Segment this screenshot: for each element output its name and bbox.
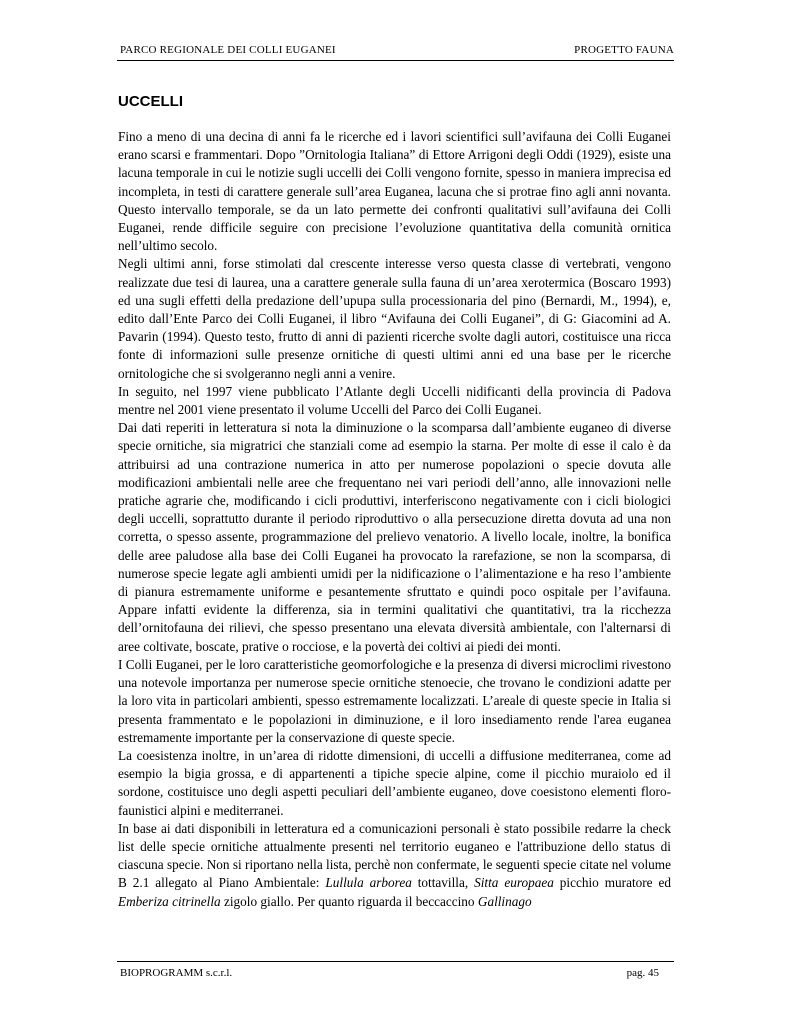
species-name: Lullula arborea: [325, 875, 412, 891]
paragraph-7-part-d: zigolo giallo. Per quanto riguarda il beccaccino: [220, 893, 478, 909]
page-number: pag. 45: [626, 967, 659, 979]
paragraph-5: I Colli Euganei, per le loro caratteristiche geomorfologiche e la presenza di diversi microclimi rivestono una notevole importanza per numerose specie ornitiche stenoecie, che trovano le condizioni adatte per la loro vita in particolari ambienti, spesso estremamente localizzati. L’areale di queste specie in Italia si presenta frammentato e le popolazioni in diminuzione, e il loro insediamento rende l'area euganea estremamente importante per la conservazione di queste specie.: [118, 656, 671, 745]
paragraph-4: Dai dati reperiti in letteratura si nota la diminuzione o la scomparsa dall’ambiente euganeo di diverse specie ornitiche, sia migratrici che stanziali come ad esempio la starna. Per molte di esse il calo è da attribuirsi ad una contrazione numerica in atto per numerose popolazioni o specie dovuta alle modificazioni ambientali nelle aree che frequentano nei vari periodi dell’anno, alle innovazioni nelle pratiche agrarie che, modificando i cicli produttivi, interferiscono negativamente con i cicli biologici degli uccelli, soprattutto durante il periodo riproduttivo o alla persecuzione diretta dovuta ad una non corretta, o spesso assente, programmazione del prelievo venatorio. A livello locale, inoltre, la bonifica delle aree paludose alla base dei Colli Euganei ha provocato la rarefazione, se non la scomparsa, di numerose specie legate agli ambienti umidi per la nidificazione o l’alimentazione e ha reso l’ambiente di pianura estremamente uniforme e pesantemente sfruttato e quindi poco ospitale per l’avifauna. Appare infatti evidente la differenza, sia in termini qualitativi che quantitativi, tra la ricchezza dell’ornitofauna dei rilievi, che spesso presentano una elevata diversità ambientale, con l'alternarsi di aree coltivate, boscate, prative o rocciose, e la povertà dei coltivi ai piedi dei monti.: [118, 420, 671, 654]
body-text: [118, 128, 671, 911]
species-name: Emberiza citrinella: [118, 893, 221, 909]
paragraph-1: Fino a meno di una decina di anni fa le ricerche ed i lavori scientifici sull’avifauna dei Colli Euganei erano scarsi e frammentari. Dopo ”Ornitologia Italiana” di Ettore Arrigoni degli Oddi (1929), esiste una lacuna temporale in cui le notizie sugli uccelli dei Colli vengono fornite, spesso in maniera imprecisa ed incompleta, in testi di carattere generale sull’area Euganea, lacuna che si protrae fino agli anni novanta. Questo intervallo temporale, se da un lato permette dei confronti qualitativi sull’avifauna dei Colli Euganei, rende difficile seguire con precisione l’evoluzione quantitativa della comunità ornitica nell’ultimo secolo.: [118, 129, 671, 254]
paragraph-7: [118, 820, 671, 911]
section-title: UCCELLI: [118, 93, 183, 110]
page-header: [117, 42, 674, 61]
paragraph-7-part-a: In base ai dati disponibili in letteratura ed a comunicazioni personali è stato possibile redarre la check list delle specie ornitiche attualmente presenti nel territorio euganeo e l'attribuzione dello status di ciascuna specie. Non si riportano nella lista, perchè non confermate, le seguenti specie citate nel volume B 2.1 allegato al Piano Ambientale:: [118, 820, 671, 891]
page-footer: [117, 961, 674, 982]
paragraph-6: La coesistenza inoltre, in un’area di ridotte dimensioni, di uccelli a diffusione mediterranea, come ad esempio la bigia grossa, e di appartenenti a tipiche specie alpine, come il picchio muraiolo ed il sordone, costituisce uno degli aspetti peculiari dell’ambiente euganeo, dove coesistono elementi floro-faunistici alpini e mediterranei.: [118, 747, 671, 818]
paragraph-7-part-b: tottavilla,: [411, 875, 475, 891]
footer-left-text: BIOPROGRAMM s.c.r.l.: [120, 967, 233, 979]
paragraph-2: Negli ultimi anni, forse stimolati dal crescente interesse verso questa classe di vertebrati, vengono realizzate due tesi di laurea, una a carattere generale sulla fauna di un’area xerotermica (Boscaro 1993) ed una sugli effetti della predazione dell’upupa sulla processionaria del pino (Bernardi, M., 1994), e, edito dall’Ente Parco dei Colli Euganei, il libro “Avifauna dei Colli Euganei”, di G: Giacomini ad A. Pavarin (1994). Questo testo, frutto di anni di pazienti ricerche svolte dagli autori, costituisce una ricca fonte di informazioni sulle presenze ornitiche di questi ultimi anni ed una base per le ricerche ornitologiche che si svolgeranno negli anni a venire.: [118, 256, 671, 381]
paragraph-3: In seguito, nel 1997 viene pubblicato l’Atlante degli Uccelli nidificanti della provincia di Padova mentre nel 2001 viene presentato il volume Uccelli del Parco dei Colli Euganei.: [118, 383, 671, 418]
species-name: Sitta europaea: [474, 875, 554, 891]
header-right-text: PROGETTO FAUNA: [574, 44, 674, 56]
paragraph-7-part-c: picchio muratore ed: [553, 875, 671, 891]
header-left-text: PARCO REGIONALE DEI COLLI EUGANEI: [120, 44, 336, 56]
species-name: Gallinago: [477, 893, 532, 909]
